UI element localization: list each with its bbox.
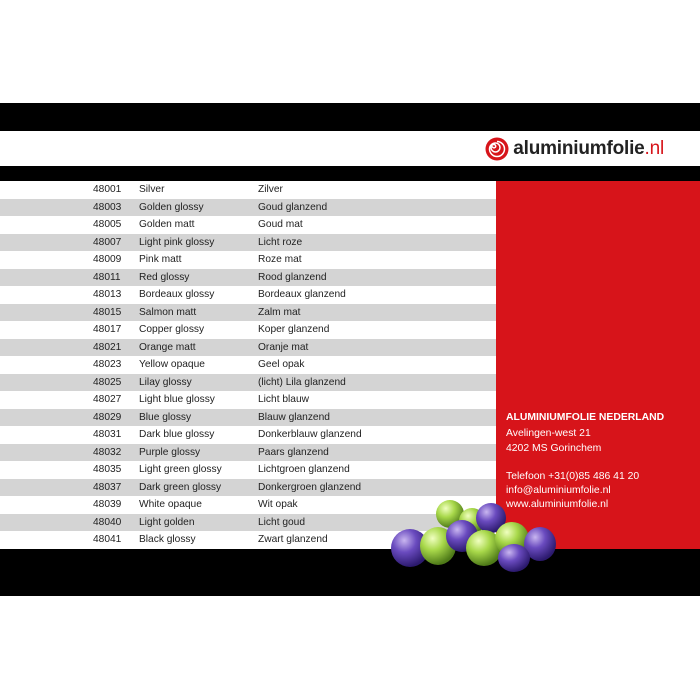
color-name-english: Salmon matt (139, 306, 197, 318)
table-row (0, 444, 496, 462)
color-name-english: Bordeaux glossy (139, 289, 215, 300)
table-row (0, 356, 496, 374)
header-bar (0, 131, 700, 166)
company-address (506, 410, 664, 457)
table-row (0, 479, 496, 497)
mid-black-band (0, 166, 700, 181)
color-name-english: Blue glossy (139, 411, 192, 423)
wrapped-chocolates-icon (380, 496, 560, 576)
color-name-english: Yellow opaque (139, 359, 205, 370)
color-name-english: Golden glossy (139, 201, 204, 213)
color-name-dutch: Paars glanzend (258, 446, 329, 458)
color-name-english: Lilay glossy (139, 376, 192, 388)
color-code: 48003 (93, 201, 122, 213)
color-name-english: Dark blue glossy (139, 429, 215, 440)
contact-panel (496, 181, 700, 549)
color-name-dutch: Donkergroen glanzend (258, 481, 362, 493)
color-name-english: White opaque (139, 499, 202, 510)
color-name-dutch: Goud mat (258, 219, 303, 230)
color-name-dutch: Bordeaux glanzend (258, 289, 346, 300)
company-email[interactable]: info@aluminiumfolie.nl (506, 485, 611, 497)
color-name-english: Light pink glossy (139, 236, 215, 248)
color-name-dutch: (licht) Lila glanzend (258, 376, 346, 388)
color-name-english: Light green glossy (139, 464, 222, 475)
color-name-english: Red glossy (139, 271, 190, 283)
table-row (0, 426, 496, 444)
color-name-dutch: Goud glanzend (258, 201, 328, 213)
table-row (0, 269, 496, 287)
color-name-english: Black glossy (139, 534, 196, 545)
color-name-english: Golden matt (139, 219, 195, 230)
color-code: 48011 (93, 271, 121, 283)
color-code: 48017 (93, 324, 122, 335)
table-row (0, 304, 496, 322)
color-name-english: Dark green glossy (139, 481, 222, 493)
table-row (0, 409, 496, 427)
color-name-dutch: Licht roze (258, 236, 303, 248)
color-name-english: Orange matt (139, 341, 196, 353)
company-phone[interactable]: Telefoon +31(0)85 486 41 20 (506, 471, 640, 482)
table-row (0, 391, 496, 409)
logo-wordmark: aluminiumfolie.nl (513, 138, 664, 159)
color-code: 48037 (93, 481, 122, 493)
color-code: 48023 (93, 359, 122, 370)
company-name: ALUMINIUMFOLIE NEDERLAND (506, 412, 665, 423)
color-code: 48009 (93, 254, 122, 265)
color-name-dutch: Zalm mat (258, 306, 301, 318)
table-row (0, 286, 496, 304)
color-name-dutch: Zilver (258, 184, 283, 195)
color-name-dutch: Zwart glanzend (258, 534, 328, 545)
color-name-dutch: Donkerblauw glanzend (258, 429, 362, 440)
color-name-dutch: Licht goud (258, 516, 306, 528)
table-row (0, 251, 496, 269)
table-row (0, 321, 496, 339)
bottom-black-band (0, 549, 700, 596)
company-city: 4202 MS Gorinchem (506, 443, 602, 454)
color-code: 48041 (93, 534, 122, 545)
color-name-dutch: Rood glanzend (258, 271, 327, 283)
brand-logo[interactable] (485, 136, 664, 162)
color-name-dutch: Lichtgroen glanzend (258, 464, 350, 475)
color-name-dutch: Wit opak (258, 499, 298, 510)
color-code: 48039 (93, 499, 122, 510)
color-name-dutch: Roze mat (258, 254, 302, 265)
table-row (0, 216, 496, 234)
color-name-english: Light golden (139, 516, 195, 528)
color-name-dutch: Blauw glanzend (258, 411, 330, 423)
color-code: 48025 (93, 376, 122, 388)
color-code: 48035 (93, 464, 122, 475)
color-name-english: Copper glossy (139, 324, 205, 335)
color-name-english: Pink matt (139, 254, 182, 265)
color-code: 48032 (93, 446, 122, 458)
table-row (0, 339, 496, 357)
color-code: 48007 (93, 236, 122, 248)
color-name-english: Purple glossy (139, 446, 201, 458)
color-name-dutch: Geel opak (258, 359, 305, 370)
top-black-band (0, 103, 700, 131)
color-code: 48027 (93, 394, 122, 405)
table-row (0, 234, 496, 252)
color-code: 48031 (93, 429, 122, 440)
color-code: 48040 (93, 516, 122, 528)
color-code: 48029 (93, 411, 122, 423)
color-code: 48015 (93, 306, 122, 318)
company-website[interactable]: www.aluminiumfolie.nl (506, 499, 609, 511)
color-code: 48021 (93, 341, 122, 353)
color-code: 48013 (93, 289, 122, 300)
color-name-english: Light blue glossy (139, 394, 215, 405)
color-code: 48005 (93, 219, 122, 230)
color-name-dutch: Koper glanzend (258, 324, 330, 335)
color-code: 48001 (93, 184, 122, 195)
color-name-english: Silver (139, 184, 165, 195)
table-row (0, 181, 496, 199)
color-name-dutch: Oranje mat (258, 341, 309, 353)
color-name-dutch: Licht blauw (258, 394, 309, 405)
table-row (0, 461, 496, 479)
spiral-logo-icon (485, 137, 509, 161)
table-row (0, 374, 496, 392)
table-row (0, 199, 496, 217)
company-street: Avelingen-west 21 (506, 427, 591, 439)
color-code-table (0, 181, 496, 549)
